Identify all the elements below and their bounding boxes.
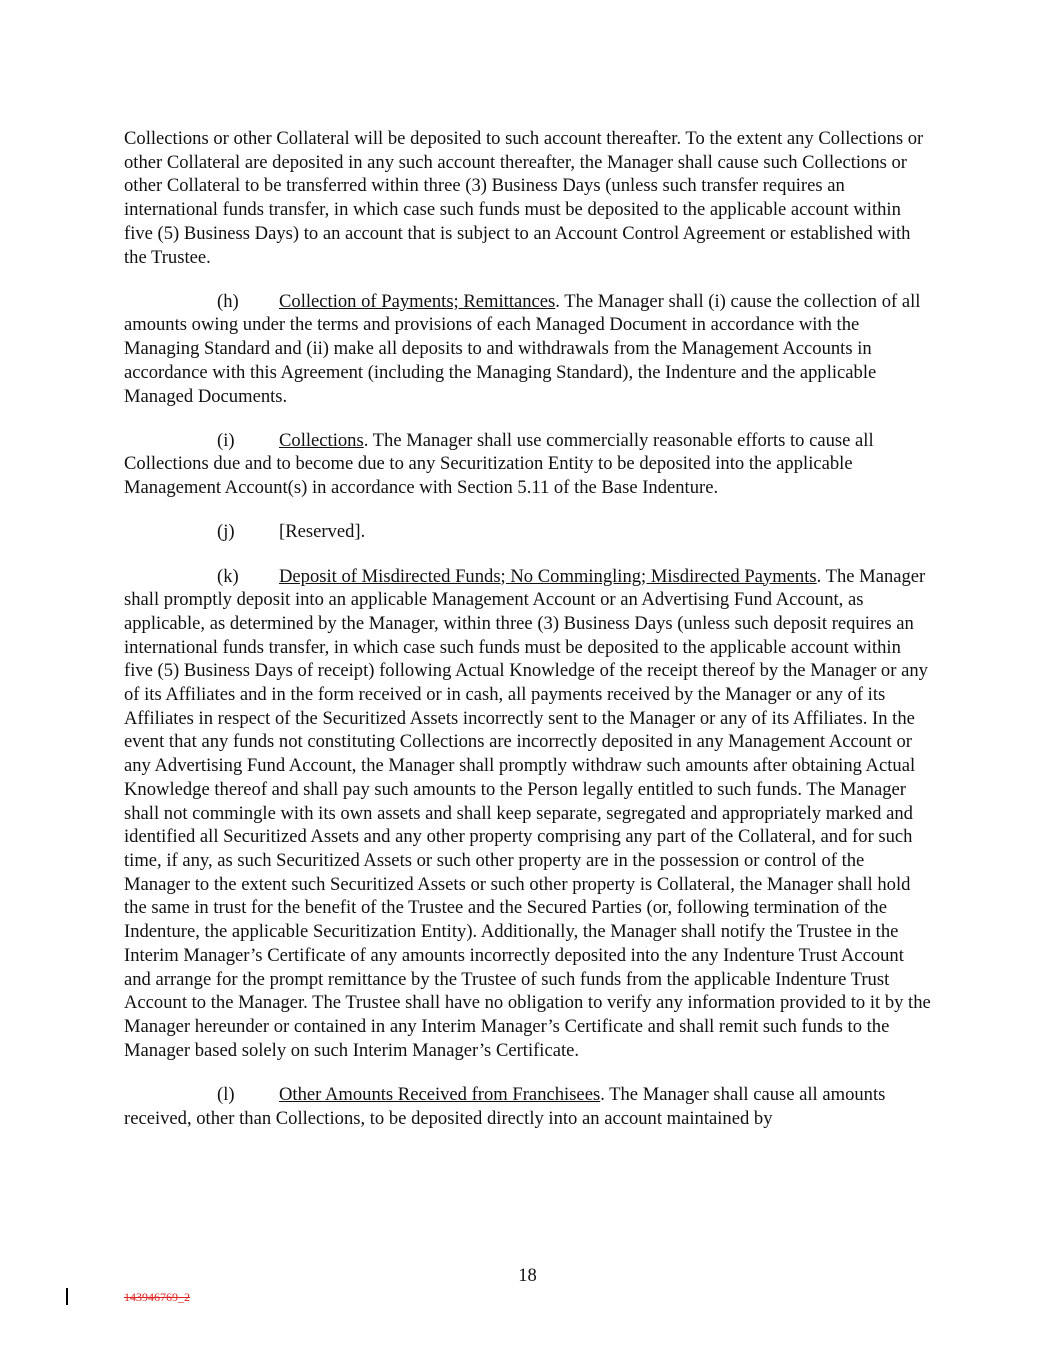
section-j <box>124 520 934 544</box>
section-heading: Collections <box>279 429 364 451</box>
section-body: [Reserved]. <box>279 521 366 543</box>
paragraph-g-continued: Collections or other Collateral will be deposited to such account thereafter. To the extent any Collections or other Collateral are deposited in any such account thereafter, the Manager shall cause such Collections or other Collateral to be transferred within three (3) Business Days (unless such transfer requires an international funds transfer, in which case such funds must be deposited to the applicable account within five (5) Business Days) to an account that is subject to an Account Control Agreement or established with the Trustee. <box>124 128 924 268</box>
section-number: (j) <box>217 521 235 543</box>
section-l <box>124 1083 934 1130</box>
document-body <box>124 127 934 1151</box>
section-heading: Collection of Payments; Remittances <box>279 290 556 312</box>
section-i <box>124 429 934 500</box>
section-h <box>124 290 934 409</box>
section-number: (h) <box>217 290 239 312</box>
section-body: . The Manager shall (i) cause the collection of all amounts owing under the terms and provisions of each Managed Document in accordance with the Managing Standard and (ii) make all deposits to and withdrawals from the Management Accounts in accordance with this Agreement (including the Managing Standard), the Indenture and the applicable Managed Documents. <box>124 290 921 407</box>
section-number: (l) <box>217 1083 235 1105</box>
section-k <box>124 565 934 1063</box>
section-number: (k) <box>217 565 239 587</box>
section-heading: Deposit of Misdirected Funds; No Commingling; Misdirected Payments <box>279 565 817 587</box>
document-id: 143946769_2 <box>124 1290 190 1304</box>
section-number: (i) <box>217 429 235 451</box>
section-body: . The Manager shall promptly deposit into an applicable Management Account or an Advertising Fund Account, as applicable, as determined by the Manager, within three (3) Business Days (unless such deposit requires an international funds transfer, in which case such funds must be deposited to the applicable account within five (5) Business Days of receipt) following Actual Knowledge of the receipt thereof by the Manager or any of its Affiliates and in the form received or in cash, all payments received by the Manager or any of its Affiliates in respect of the Securitized Assets incorrectly sent to the Manager or any of its Affiliates. In the event that any funds not constituting Collections are incorrectly deposited in any Management Account or any Advertising Fund Account, the Manager shall promptly withdraw such amounts after obtaining Actual Knowledge thereof and shall pay such amounts to the Person legally entitled to such funds. The Manager shall not commingle with its own assets and shall keep separate, segregated and appropriately marked and identified all Securitized Assets and any other property comprising any part of the Collateral, and for such time, if any, as such Securitized Assets or such other property are in the possession or control of the Manager to the extent such Securitized Assets or such other property is Collateral, the Manager shall hold the same in trust for the benefit of the Trustee and the Secured Parties (or, following termination of the Indenture, the applicable Securitization Entity). Additionally, the Manager shall notify the Trustee in the Interim Manager’s Certificate of any amounts incorrectly deposited into the any Indenture Trust Account and arrange for the prompt remittance by the Trustee of such funds from the applicable Indenture Trust Account to the Manager. The Trustee shall have no obligation to verify any information provided to it by the Manager hereunder or contained in any Interim Manager’s Certificate and shall remit such funds to the Manager based solely on such Interim Manager’s Certificate. <box>124 565 931 1061</box>
change-bar <box>66 1288 68 1305</box>
section-heading: Other Amounts Received from Franchisees <box>279 1083 601 1105</box>
page-number: 18 <box>518 1265 537 1286</box>
section-body: . The Manager shall use commercially reasonable efforts to cause all Collections due and to become due to any Securitization Entity to be deposited into the applicable Management Account(s) in accordance with Section 5.11 of the Base Indenture. <box>124 429 874 499</box>
section-body: . The Manager shall cause all amounts received, other than Collections, to be deposited directly into an account maintained by <box>124 1083 886 1129</box>
